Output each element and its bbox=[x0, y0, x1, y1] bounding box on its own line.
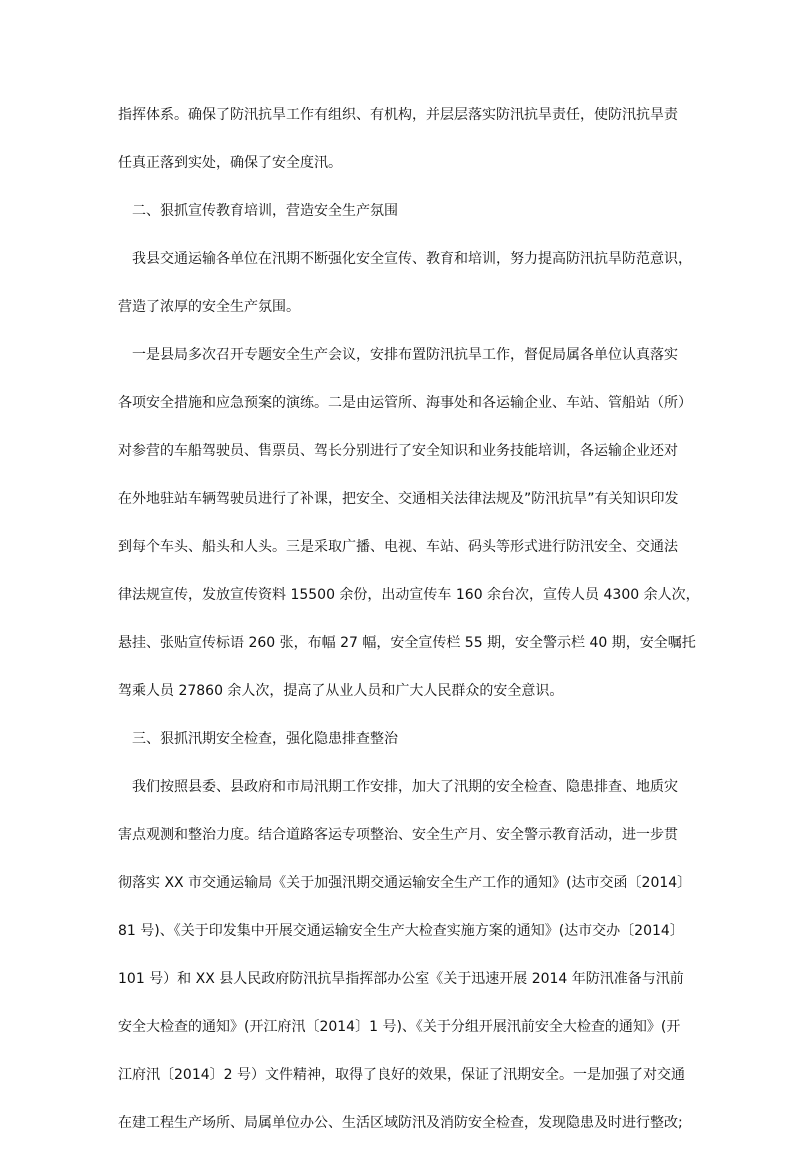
body-line-12: 悬挂、张贴宣传标语 260 张，布幅 27 幅，安全宣传栏 55 期，安全警示栏 40 期，安全嘱托 bbox=[118, 635, 696, 651]
body-line-20: 安全大检查的通知》(开江府汛〔2014〕1 号)、《关于分组开展汛前安全大检查的通知》(开 bbox=[118, 1019, 681, 1035]
body-line-16: 害点观测和整治力度。结合道路客运专项整治、安全生产月、安全警示教育活动，进一步贯 bbox=[118, 827, 678, 843]
body-line-1: 指挥体系。确保了防汛抗旱工作有组织、有机构，并层层落实防汛抗旱责任，使防汛抗旱责 bbox=[118, 107, 678, 123]
document-body bbox=[118, 103, 700, 1159]
body-line-17: 彻落实 XX 市交通运输局《关于加强汛期交通运输安全生产工作的通知》(达市交函〔2014〕 bbox=[118, 875, 692, 891]
body-line-22: 在建工程生产场所、局属单位办公、生活区域防汛及消防安全检查，发现隐患及时进行整改; bbox=[118, 1115, 683, 1131]
body-line-4: 我县交通运输各单位在汛期不断强化安全宣传、教育和培训，努力提高防汛抗旱防范意识， bbox=[132, 251, 692, 267]
body-line-8: 对参营的车船驾驶员、售票员、驾长分别进行了安全知识和业务技能培训，各运输企业还对 bbox=[118, 443, 678, 459]
body-line-2: 任真正落到实处，确保了安全度汛。 bbox=[118, 155, 342, 171]
body-line-21: 江府汛〔2014〕2 号）文件精神，取得了良好的效果，保证了汛期安全。一是加强了对交通 bbox=[118, 1067, 685, 1083]
section-heading-2: 二、狠抓宣传教育培训，营造安全生产氛围 bbox=[132, 203, 398, 219]
body-line-9: 在外地驻站车辆驾驶员进行了补课，把安全、交通相关法律法规及”防汛抗旱”有关知识印发 bbox=[118, 491, 679, 507]
body-line-18: 81 号)、《关于印发集中开展交通运输安全生产大检查实施方案的通知》(达市交办〔2014〕 bbox=[118, 923, 684, 939]
body-line-6: 一是县局多次召开专题安全生产会议，安排布置防汛抗旱工作，督促局属各单位认真落实 bbox=[132, 347, 678, 363]
body-line-13: 驾乘人员 27860 余人次，提高了从业人员和广大人民群众的安全意识。 bbox=[118, 683, 564, 699]
body-line-5: 营造了浓厚的安全生产氛围。 bbox=[118, 299, 300, 315]
body-line-11: 律法规宣传，发放宣传资料 15500 余份，出动宣传车 160 余台次，宣传人员 4300 余人次， bbox=[118, 587, 700, 603]
body-line-7: 各项安全措施和应急预案的演练。二是由运管所、海事处和各运输企业、车站、管船站（所） bbox=[118, 395, 692, 411]
body-line-10: 到每个车头、船头和人头。三是采取广播、电视、车站、码头等形式进行防汛安全、交通法 bbox=[118, 539, 678, 555]
body-line-19: 101 号）和 XX 县人民政府防汛抗旱指挥部办公室《关于迅速开展 2014 年防汛准备与汛前 bbox=[118, 971, 684, 987]
body-line-15: 我们按照县委、县政府和市局汛期工作安排，加大了汛期的安全检查、隐患排查、地质灾 bbox=[132, 779, 678, 795]
section-heading-3: 三、狠抓汛期安全检查，强化隐患排查整治 bbox=[132, 731, 398, 747]
